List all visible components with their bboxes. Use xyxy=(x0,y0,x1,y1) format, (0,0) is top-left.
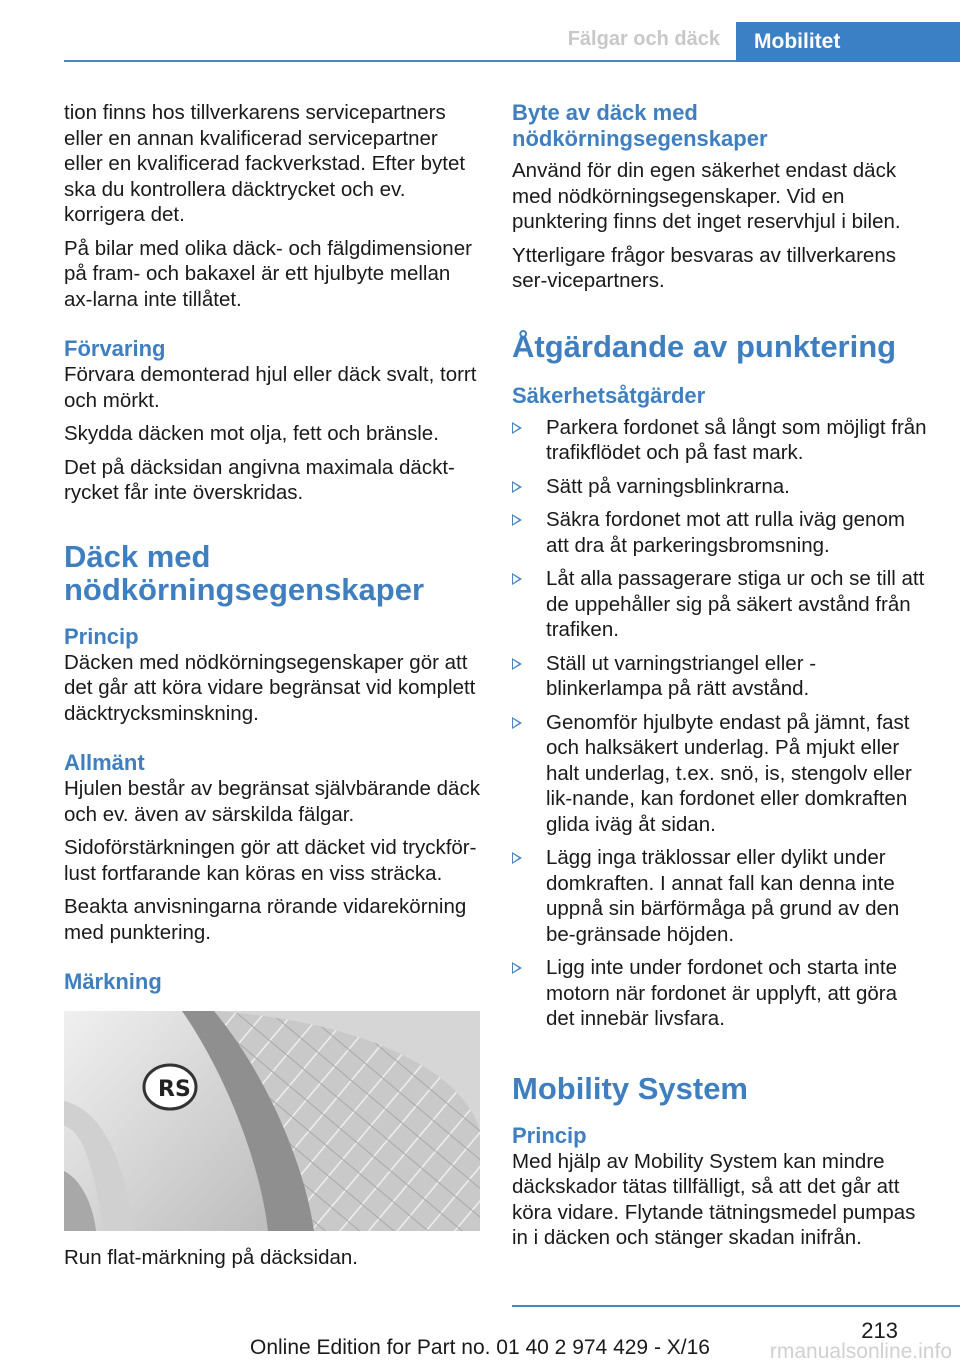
svg-text:RS: RS xyxy=(158,1077,191,1102)
paragraph: Det på däcksidan angivna maximala däckt‐rycket får inte överskridas. xyxy=(64,455,455,504)
heading-allmant: Allmänt xyxy=(64,750,145,775)
page-number: 213 xyxy=(861,1318,898,1343)
left-column xyxy=(64,100,482,1279)
safety-steps-list xyxy=(512,415,930,1032)
heading-forvaring: Förvaring xyxy=(64,336,166,361)
list-item: Ställ ut varningstriangel eller -blinkerlampa på rätt avstånd. xyxy=(512,651,930,702)
list-item: Säkra fordonet mot att rulla iväg genom att dra åt parkeringsbromsning. xyxy=(512,507,930,558)
footer-edition: Online Edition for Part no. 01 40 2 974 429 - X/16 xyxy=(250,1336,710,1359)
heading-mobility-system: Mobility System xyxy=(512,1070,748,1106)
heading-atgardande-av-punktering: Åtgärdande av punktering xyxy=(512,328,897,364)
heading-dack-med-nodkorning: Däck med nödkörningsegenskaper xyxy=(64,538,425,607)
header-chapter-tab: Mobilitet xyxy=(736,22,960,62)
bullet-arrow-icon xyxy=(512,514,522,526)
paragraph: Sidoförstärkningen gör att däcket vid tryckför‐lust fortfarande kan köras en viss sträcka. xyxy=(64,836,477,885)
paragraph: Däcken med nödkörningsegenskaper gör att det går att köra vidare begränsat vid komplett däcktrycksminskning. xyxy=(64,650,476,725)
heading-byte-av-dack: Byte av däck med nödkörningsegenskaper xyxy=(512,100,768,151)
bullet-arrow-icon xyxy=(512,717,522,729)
list-item: Lägg inga träklossar eller dylikt under domkraften. I annat fall kan denna inte uppnå sin bärförmåga på grund av den be‐gränsade höjden. xyxy=(512,845,930,947)
paragraph: Skydda däcken mot olja, fett och bränsle. xyxy=(64,422,439,445)
footer-rule xyxy=(512,1305,960,1307)
paragraph: Hjulen består av begränsat självbärande däck och ev. även av särskilda fälgar. xyxy=(64,777,480,826)
list-item: Låt alla passagerare stiga ur och se till att de uppehåller sig på säkert avstånd från trafiken. xyxy=(512,566,930,643)
bullet-arrow-icon xyxy=(512,962,522,974)
paragraph: Beakta anvisningarna rörande vidarekörning med punktering. xyxy=(64,895,467,944)
heading-sakerhetsatgarder: Säkerhetsåtgärder xyxy=(512,382,706,408)
paragraph: Ytterligare frågor besvaras av tillverkarens ser‐vicepartners. xyxy=(512,243,896,292)
paragraph: Förvara demonterad hjul eller däck svalt, torrt och mörkt. xyxy=(64,363,477,412)
tire-illustration-svg xyxy=(64,1011,480,1231)
list-item: Parkera fordonet så långt som möjligt från trafikflödet och på fast mark. xyxy=(512,415,930,466)
heading-princip: Princip xyxy=(64,623,139,649)
paragraph: På bilar med olika däck- och fälgdimensioner på fram- och bakaxel är ett hjulbyte mellan ax‐larna inte tillåtet. xyxy=(64,236,472,311)
right-column xyxy=(512,100,930,1259)
figure-caption: Run flat-märkning på däcksidan. xyxy=(64,1246,358,1269)
list-item: Genomför hjulbyte endast på jämnt, fast och halksäkert underlag. På mjukt eller halt underlag, t.ex. snö, is, stengolv eller lik‐nande, kan fordonet eller domkraften glida iväg åt sidan. xyxy=(512,710,930,838)
paragraph: Använd för din egen säkerhet endast däck med nödkörningsegenskaper. Vid en punktering finns det inget reservhjul i bilen. xyxy=(512,159,901,233)
paragraph: Med hjälp av Mobility System kan mindre däckskador tätas tillfälligt, så att det går att köra vidare. Flytande tätningsmedel pumpas in i däcken och stänger skadan inifrån. xyxy=(512,1149,916,1249)
list-item: Ligg inte under fordonet och starta inte motorn när fordonet är upplyft, att göra det innebär livsfara. xyxy=(512,955,930,1032)
bullet-arrow-icon xyxy=(512,481,522,493)
bullet-arrow-icon xyxy=(512,422,522,434)
paragraph: tion finns hos tillverkarens servicepartners eller en annan kvalificerad servicepartner eller en kvalificerad fackverkstad. Efter bytet ska du kontrollera däcktrycket och ev. korrigera det. xyxy=(64,101,466,226)
tire-runflat-illustration xyxy=(64,1011,480,1231)
bullet-arrow-icon xyxy=(512,852,522,864)
header-section-title: Fälgar och däck xyxy=(567,28,720,50)
bullet-arrow-icon xyxy=(512,658,522,670)
list-item: Sätt på varningsblinkrarna. xyxy=(512,474,930,500)
bullet-arrow-icon xyxy=(512,573,522,585)
watermark[interactable]: rmanualsonline.info xyxy=(769,1340,952,1363)
heading-markning: Märkning xyxy=(64,969,162,994)
heading-princip: Princip xyxy=(512,1122,587,1148)
